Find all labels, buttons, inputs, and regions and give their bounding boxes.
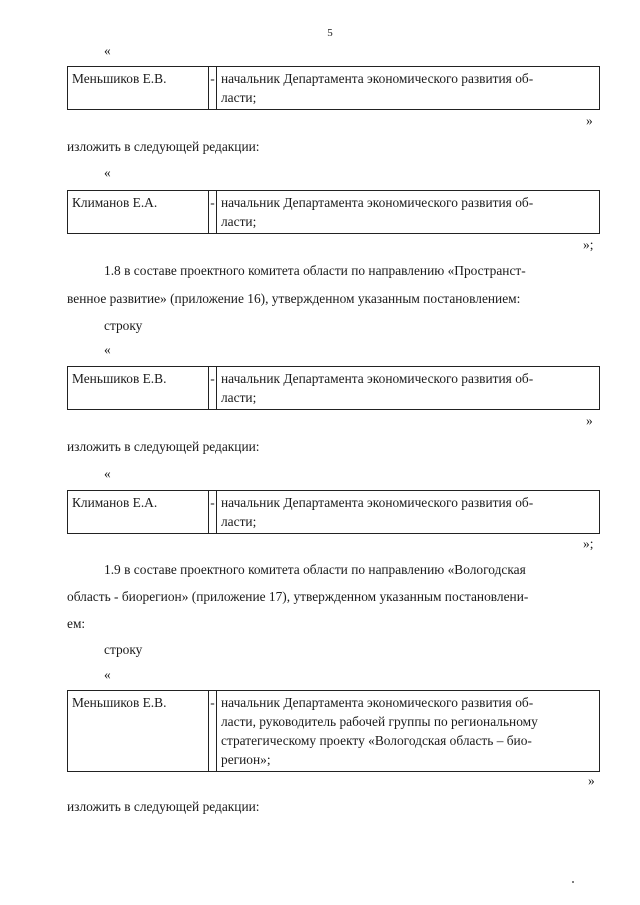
quote-open: «: [104, 667, 111, 682]
role-line: стратегическому проекту «Вологодская область – био-: [221, 733, 532, 748]
member-name: Меньшиков Е.В.: [68, 691, 209, 772]
table-row: [68, 367, 600, 410]
quote-close: »;: [583, 536, 594, 551]
page-number: 5: [327, 27, 333, 39]
paragraph-1-8-line2: венное развитие» (приложение 16), утвержденном указанным постановлением:: [67, 291, 521, 306]
dash-separator: -: [209, 191, 217, 234]
quote-close: »: [586, 113, 593, 128]
table-row: [68, 191, 600, 234]
member-role: [217, 67, 600, 110]
member-role: [217, 491, 600, 534]
role-line: ласти, руководитель рабочей группы по региональному: [221, 714, 538, 729]
dash-separator: -: [209, 367, 217, 410]
role-line: начальник Департамента экономического развития об-: [221, 695, 534, 710]
quote-open: «: [104, 165, 111, 180]
member-name: Климанов Е.А.: [68, 491, 209, 534]
role-line: ласти;: [221, 514, 257, 529]
role-line: начальник Департамента экономического развития об-: [221, 71, 534, 86]
role-line: ласти;: [221, 214, 257, 229]
member-role: [217, 191, 600, 234]
role-line: начальник Департамента экономического развития об-: [221, 495, 534, 510]
table-row: [68, 691, 600, 772]
paragraph-1-8-line1: 1.8 в составе проектного комитета области по направлению «Пространст-: [104, 263, 526, 278]
replace-phrase: изложить в следующей редакции:: [67, 439, 260, 454]
member-name: Климанов Е.А.: [68, 191, 209, 234]
member-table: [67, 490, 600, 534]
role-line: ласти;: [221, 90, 257, 105]
quote-close: »: [586, 413, 593, 428]
role-line: начальник Департамента экономического развития об-: [221, 371, 534, 386]
paragraph-1-9-line1: 1.9 в составе проектного комитета области по направлению «Вологодская: [104, 562, 526, 577]
dash-separator: -: [209, 691, 217, 772]
paragraph-1-9-line3: ем:: [67, 616, 86, 631]
quote-open: «: [104, 466, 111, 481]
member-table: [67, 66, 600, 110]
member-name: Меньшиков Е.В.: [68, 367, 209, 410]
replace-phrase: изложить в следующей редакции:: [67, 799, 260, 814]
role-line: начальник Департамента экономического развития об-: [221, 195, 534, 210]
member-table: [67, 366, 600, 410]
replace-phrase: изложить в следующей редакции:: [67, 139, 260, 154]
role-line: регион»;: [221, 752, 271, 767]
quote-close: »: [588, 773, 595, 788]
table-row: [68, 67, 600, 110]
line-phrase: строку: [104, 318, 143, 333]
dash-separator: -: [209, 67, 217, 110]
dash-separator: -: [209, 491, 217, 534]
member-role: [217, 367, 600, 410]
line-phrase: строку: [104, 642, 143, 657]
paragraph-1-9-line2: область - биорегион» (приложение 17), утвержденном указанным постановлени-: [67, 589, 529, 604]
member-role: [217, 691, 600, 772]
member-table: [67, 690, 600, 772]
scan-speck: [572, 881, 574, 883]
quote-open: «: [104, 43, 111, 58]
quote-open: «: [104, 342, 111, 357]
member-table: [67, 190, 600, 234]
table-row: [68, 491, 600, 534]
role-line: ласти;: [221, 390, 257, 405]
quote-close: »;: [583, 237, 594, 252]
member-name: Меньшиков Е.В.: [68, 67, 209, 110]
